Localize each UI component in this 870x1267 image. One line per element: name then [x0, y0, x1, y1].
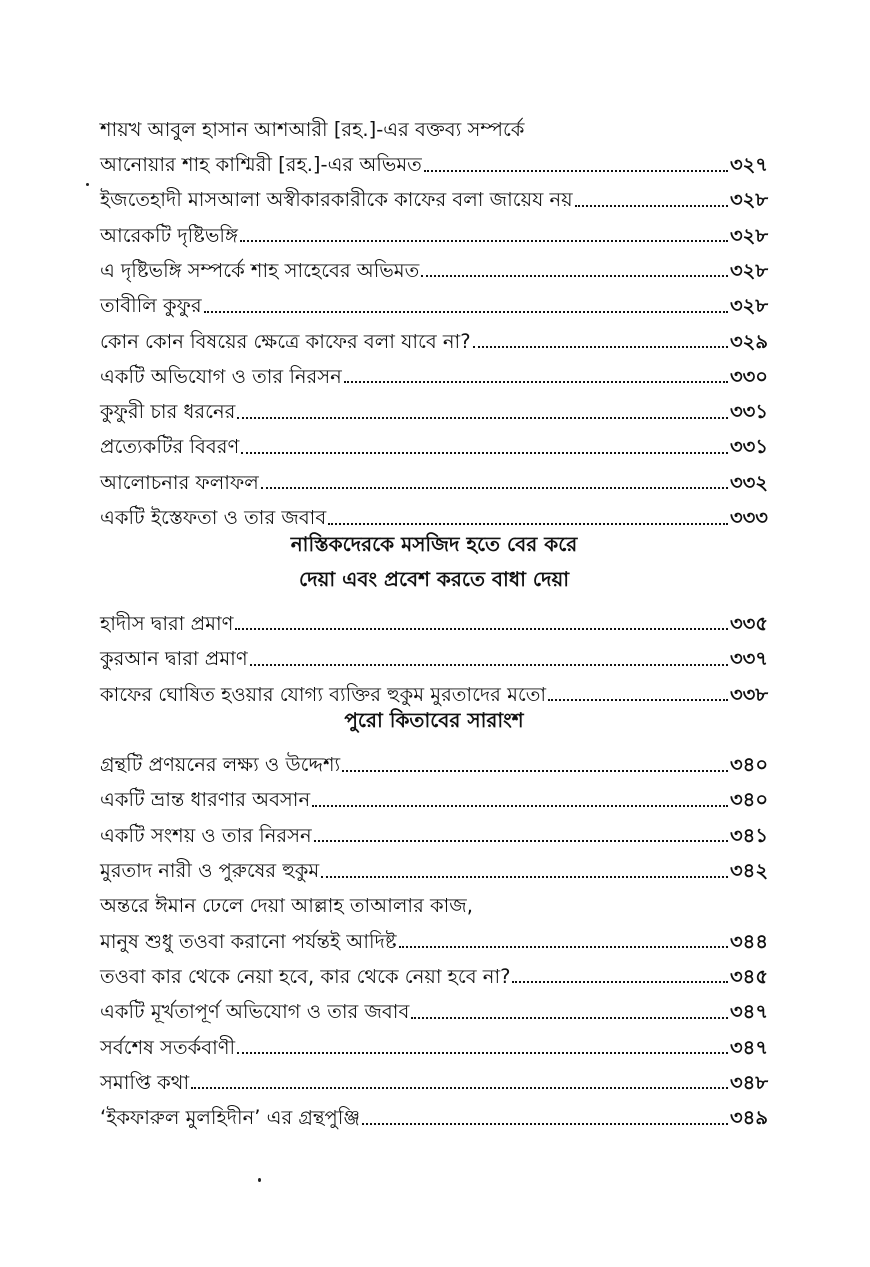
section-heading-line: নাস্তিকদেরকে মসজিদ হতে বের করে: [290, 531, 578, 556]
toc-entry-page-number: ৩৩৩: [729, 506, 768, 530]
toc-entry-page-number: ৩২৮: [729, 223, 768, 247]
toc-entry: [100, 604, 768, 639]
toc-entry: [100, 216, 768, 251]
dot-leader: [344, 381, 728, 383]
section-heading-line: পুরো কিতাবের সারাংশ: [344, 708, 524, 733]
toc-entry: [100, 922, 768, 957]
dot-leader: [240, 240, 728, 242]
toc-entry-page-number: ৩৪১: [730, 823, 768, 847]
toc-entry-title: কাফের ঘোষিত হওয়ার যোগ্য ব্যক্তির হুকুম মুরতাদের মতো: [100, 682, 547, 706]
dot-leader: [235, 628, 728, 630]
print-speck: [258, 1178, 261, 1182]
toc-entry-page-number: ৩৩২: [729, 470, 768, 494]
toc-entry-page-number: ৩৩৭: [729, 647, 768, 671]
toc-entry-title: এ দৃষ্টিভঙ্গি সম্পর্কে শাহ সাহেবের অভিমত: [100, 258, 420, 282]
toc-entry-page-number: ৩৩১: [729, 435, 768, 459]
toc-entry-title: কুরআন দ্বারা প্রমাণ: [100, 647, 248, 671]
section-heading: [100, 710, 768, 745]
section-heading-line: দেয়া এবং প্রবেশ করতে বাধা দেয়া: [298, 567, 570, 592]
toc-entry-title: তাবীলি কুফুর: [100, 294, 202, 318]
dot-leader: [575, 205, 728, 207]
toc-entry: [100, 498, 768, 533]
table-of-contents: [100, 110, 768, 1134]
toc-entry-title: একটি অভিযোগ ও তার নিরসন: [100, 364, 342, 388]
dot-leader: [411, 1017, 728, 1019]
dot-leader: [362, 1123, 728, 1125]
toc-entry-page-number: ৩৩০: [729, 364, 768, 388]
toc-entry-title: গ্রন্থটি প্রণয়নের লক্ষ্য ও উদ্দেশ্য: [100, 753, 341, 777]
toc-entry-title: মুরতাদ নারী ও পুরুষের হুকুম: [100, 859, 320, 883]
dot-leader: [237, 1052, 728, 1054]
toc-entry-page-number: ৩৪৫: [730, 964, 768, 988]
toc-entry-page-number: ৩২৭: [729, 153, 768, 177]
toc-entry: [100, 463, 768, 498]
toc-entry-page-number: ৩২৮: [729, 258, 768, 282]
toc-entry-title: একটি সংশয় ও তার নিরসন: [100, 823, 312, 847]
dot-leader: [250, 664, 728, 666]
print-speck: [86, 183, 89, 186]
toc-entry-title: অন্তরে ঈমান ঢেলে দেয়া আল্লাহ তাআলার কাজ,: [100, 894, 473, 918]
toc-entry-page-number: ৩৩৮: [729, 682, 768, 706]
toc-entry: [100, 322, 768, 357]
toc-entry-title: সমাপ্তি কথা: [100, 1070, 190, 1094]
toc-entry-page-number: ৩৩১: [729, 400, 768, 424]
dot-leader: [342, 770, 728, 772]
toc-entry: [100, 1063, 768, 1098]
toc-entry-page-number: ৩৪৪: [730, 929, 768, 953]
toc-entry: [100, 428, 768, 463]
toc-entry: [100, 675, 768, 710]
dot-leader: [321, 876, 728, 878]
toc-entry-page-number: ৩৪০: [729, 753, 768, 777]
toc-entry-page-number: ৩৪২: [729, 859, 768, 883]
toc-entry-title: কোন কোন বিষয়ের ক্ষেত্রে কাফের বলা যাবে না?: [100, 329, 471, 353]
toc-entry: [100, 957, 768, 992]
toc-entry: [100, 251, 768, 286]
toc-entry-title: ইজতেহাদী মাসআলা অস্বীকারকারীকে কাফের বলা জায়েয নয়: [100, 188, 573, 212]
toc-entry-title: সর্বশেষ সতর্কবাণী: [100, 1035, 236, 1059]
dot-leader: [328, 523, 728, 525]
toc-entry-page-number: ৩৪৭: [729, 1035, 768, 1059]
toc-entry-title: মানুষ শুধু তওবা করানো পর্যন্তই আদিষ্ট: [100, 929, 397, 953]
toc-entry-title: আরেকটি দৃষ্টিভঙ্গি: [100, 223, 238, 247]
toc-entry-title: কুফুরী চার ধরনের: [100, 400, 236, 424]
toc-entry-page-number: ৩৪৯: [730, 1106, 768, 1130]
toc-entry: [100, 816, 768, 851]
dot-leader: [473, 346, 728, 348]
dot-leader: [548, 699, 728, 701]
dot-leader: [424, 170, 728, 172]
toc-entry-page-number: ৩৪৭: [729, 1000, 768, 1024]
toc-entry-page-number: ৩৪৮: [730, 1070, 768, 1094]
toc-entry-title: আলোচনার ফলাফল: [100, 470, 259, 494]
dot-leader: [512, 981, 728, 983]
dot-leader: [191, 1087, 728, 1089]
dot-leader: [241, 452, 728, 454]
toc-block-2: [100, 604, 768, 710]
toc-entry-title: প্রত্যেকটির বিবরণ: [100, 435, 240, 459]
dot-leader: [237, 417, 728, 419]
toc-entry-title: ‘ইকফারুল মুলহিদীন’ এর গ্রন্থপুঞ্জি: [100, 1106, 360, 1130]
toc-entry: [100, 639, 768, 674]
section-heading: [100, 569, 768, 604]
toc-entry: [100, 392, 768, 427]
toc-entry: [100, 887, 768, 922]
toc-entry: [100, 1028, 768, 1063]
toc-entry-title: একটি মূর্খতাপূর্ণ অভিযোগ ও তার জবাব: [100, 1000, 410, 1024]
section-heading: [100, 531, 768, 569]
toc-entry-title: তওবা কার থেকে নেয়া হবে, কার থেকে নেয়া হবে না?: [100, 964, 511, 988]
toc-block-3: [100, 745, 768, 1133]
dot-leader: [261, 487, 728, 489]
toc-entry: [100, 851, 768, 886]
dot-leader: [314, 840, 728, 842]
toc-entry: [100, 110, 768, 145]
toc-entry: [100, 181, 768, 216]
dot-leader: [204, 311, 728, 313]
toc-entry-title: হাদীস দ্বারা প্রমাণ: [100, 611, 234, 635]
toc-entry: [100, 286, 768, 321]
toc-entry-title: একটি ভ্রান্ত ধারণার অবসান: [100, 788, 311, 812]
dot-leader: [421, 275, 728, 277]
toc-entry: [100, 745, 768, 780]
toc-entry-page-number: ৩৪০: [729, 788, 768, 812]
dot-leader: [399, 946, 728, 948]
toc-entry-page-number: ৩২৮: [729, 188, 768, 212]
dot-leader: [312, 805, 728, 807]
toc-entry-title: শায়খ আবুল হাসান আশআরী [রহ.]-এর বক্তব্য সম্পর্কে: [100, 117, 525, 141]
toc-entry-title: একটি ইস্তেফতা ও তার জবাব: [100, 506, 327, 530]
toc-entry-page-number: ৩২৯: [729, 329, 768, 353]
toc-entry: [100, 145, 768, 180]
toc-entry: [100, 357, 768, 392]
toc-entry-page-number: ৩৩৫: [729, 611, 768, 635]
toc-entry-page-number: ৩২৮: [729, 294, 768, 318]
toc-entry: [100, 1098, 768, 1133]
toc-block-1: [100, 110, 768, 534]
toc-entry-title: আনোয়ার শাহ কাশ্মিরী [রহ.]-এর অভিমত: [100, 153, 422, 177]
toc-entry: [100, 781, 768, 816]
toc-entry: [100, 992, 768, 1027]
